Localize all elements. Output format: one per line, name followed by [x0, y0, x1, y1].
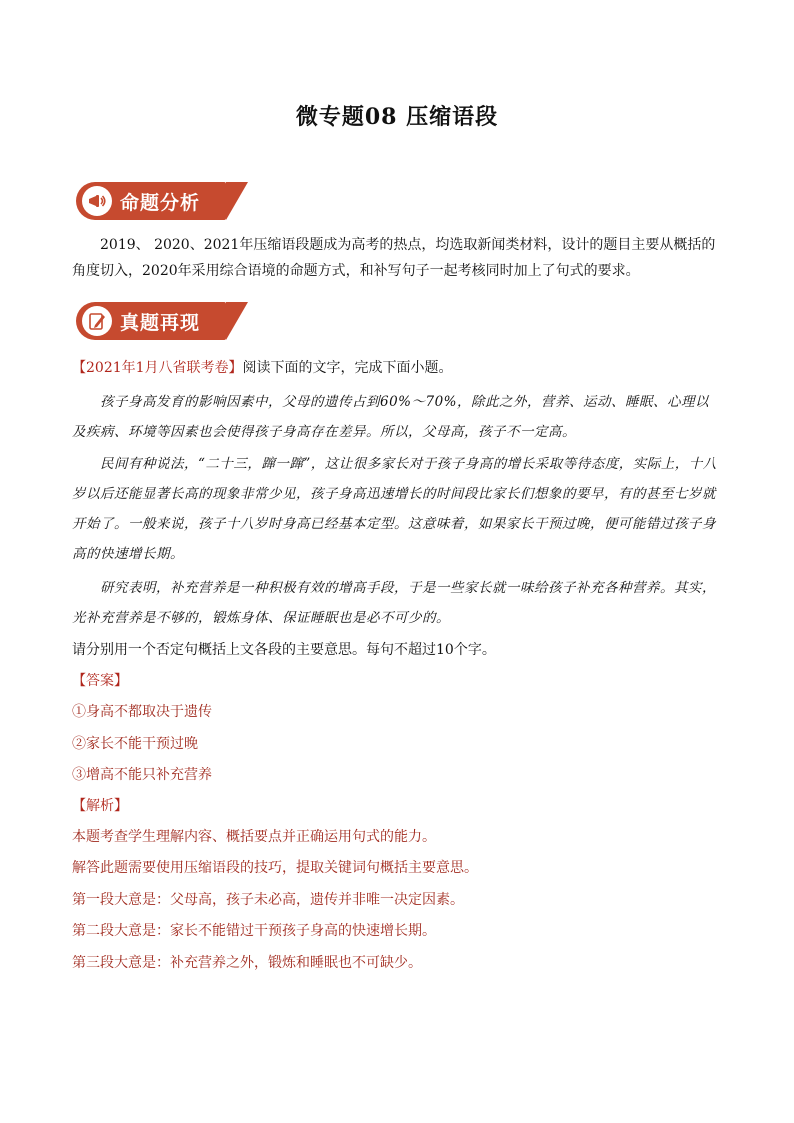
explanation-line: 解答此题需要使用压缩语段的技巧，提取关键词句概括主要意思。 [72, 860, 478, 876]
real-banner-tab [76, 302, 226, 340]
answer-item: ①身高不都取决于遗传 [72, 704, 212, 720]
passage-paragraph-2: 民间有种说法，“二十三，蹿一蹿”，这让很多家长对于孩子身高的增长采取等待态度，实际上，十八岁以后还能显著长高的现象非常少见，孩子身高迅速增长的时间段比家长们想象的要早，有的甚至七岁就开始了。一般来说，孩子十八岁时身高已经基本定型。这意味着，如果家长干预过晚，便可能错过孩子身高的快速增长期。 [72, 456, 717, 562]
explanation-line: 第二段大意是：家长不能错过干预孩子身高的快速增长期。 [72, 923, 436, 939]
analysis-paragraph: 2019、 2020、2021年压缩语段题成为高考的热点，均选取新闻类材料，设计的题目主要从概括的角度切入，2020年采用综合语境的命题方式，和补写句子一起考核同时加上了句式的要求。 [72, 237, 716, 279]
page-title: 微专题08 压缩语段 [295, 104, 499, 130]
answer-label: 【答案】 [72, 673, 128, 689]
analysis-section-banner [76, 180, 226, 222]
explanation-label: 【解析】 [72, 798, 128, 814]
passage-paragraph-1: 孩子身高发育的影响因素中，父母的遗传占到60%～70%，除此之外，营养、运动、睡眠、心理以及疾病、环境等因素也会使得孩子身高存在差异。所以，父母高，孩子不一定高。 [72, 394, 710, 440]
question-intro: 阅读下面的文字，完成下面小题。 [242, 360, 453, 376]
megaphone-icon [82, 186, 112, 216]
pencil-note-icon [82, 306, 112, 336]
explanation-line: 本题考查学生理解内容、概括要点并正确运用句式的能力。 [72, 829, 436, 845]
question-source: 【2021年1月八省联考卷】 [72, 360, 243, 376]
real-section-banner [76, 300, 226, 342]
question-header [72, 358, 732, 378]
analysis-section-label: 命题分析 [120, 191, 201, 214]
passage-paragraph-3: 研究表明，补充营养是一种积极有效的增高手段，于是一些家长就一味给孩子补充各种营养。其实，光补充营养是不够的，锻炼身体、保证睡眠也是必不可少的。 [72, 580, 716, 626]
real-section-label: 真题再现 [120, 311, 201, 334]
answer-item: ③增高不能只补充营养 [72, 767, 212, 783]
answer-item: ②家长不能干预过晚 [72, 736, 198, 752]
explanation-line: 第三段大意是：补充营养之外，锻炼和睡眠也不可缺少。 [72, 955, 422, 971]
analysis-banner-tab [76, 182, 226, 220]
explanation-line: 第一段大意是：父母高，孩子未必高，遗传并非唯一决定因素。 [72, 892, 464, 908]
question-prompt: 请分别用一个否定句概括上文各段的主要意思。每句不超过10个字。 [72, 642, 496, 658]
